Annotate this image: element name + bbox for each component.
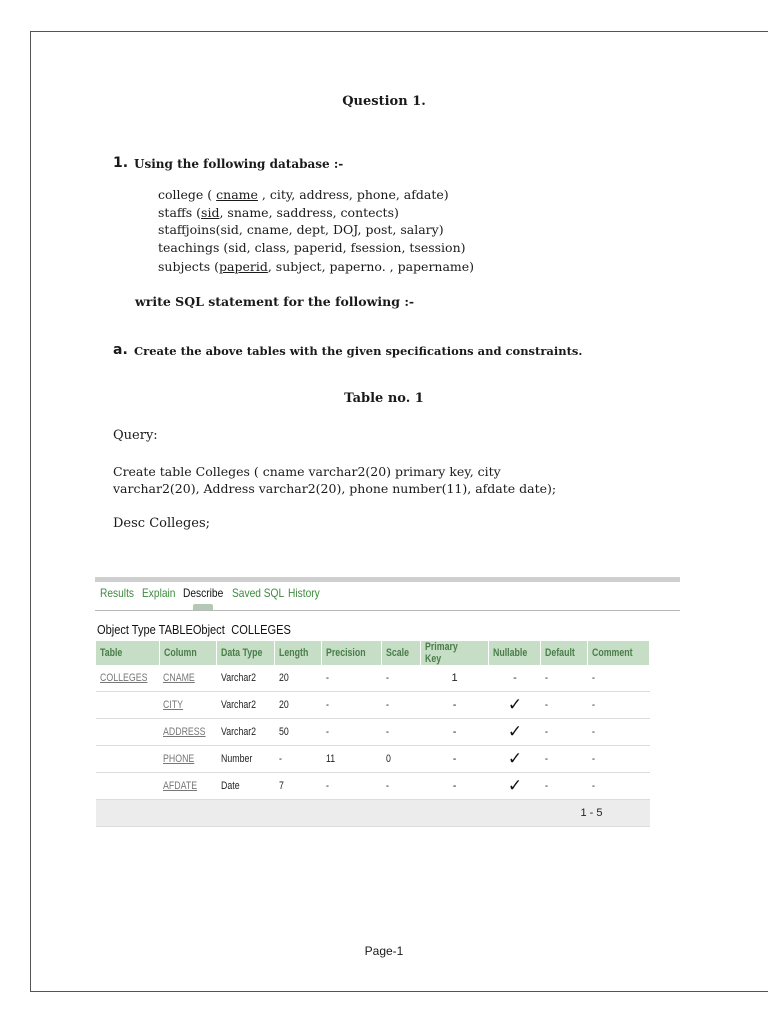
question-title: Question 1. bbox=[342, 94, 426, 109]
cell-comment bbox=[588, 719, 650, 746]
cell-comment bbox=[588, 773, 650, 800]
schema-text: college ( bbox=[158, 187, 217, 202]
header-label: Length bbox=[279, 647, 309, 659]
cell-value: 0 bbox=[385, 753, 391, 765]
cell-value: - bbox=[544, 672, 548, 684]
pagination-row bbox=[96, 800, 650, 827]
cell-value: - bbox=[513, 672, 517, 684]
cell-value: - bbox=[385, 726, 389, 738]
cell-length bbox=[275, 746, 322, 773]
cell-default bbox=[541, 692, 588, 719]
cell-value: - bbox=[591, 753, 595, 765]
table-link[interactable]: COLLEGES bbox=[100, 672, 148, 684]
cell-data-type bbox=[217, 665, 275, 692]
cell-nullable bbox=[489, 665, 541, 692]
cell-data-type bbox=[217, 773, 275, 800]
cell-precision bbox=[322, 746, 382, 773]
cell-comment bbox=[588, 692, 650, 719]
schema-text: subjects ( bbox=[158, 259, 220, 274]
schema-staffs bbox=[158, 205, 399, 220]
cell-column[interactable] bbox=[159, 692, 216, 719]
cell-scale bbox=[382, 746, 421, 773]
cell-table bbox=[96, 773, 159, 800]
cell-primary-key bbox=[420, 746, 489, 773]
schema-subjects bbox=[158, 259, 474, 274]
cell-primary-key bbox=[420, 773, 489, 800]
cell-table bbox=[96, 746, 159, 773]
table-number: Table no. 1 bbox=[344, 391, 424, 406]
cell-scale bbox=[382, 692, 421, 719]
active-tab-indicator bbox=[193, 604, 213, 610]
cell-data-type bbox=[217, 719, 275, 746]
cell-primary-key bbox=[420, 719, 489, 746]
cell-default bbox=[541, 773, 588, 800]
table-row bbox=[96, 692, 650, 719]
describe-table bbox=[96, 641, 650, 827]
cell-value: - bbox=[591, 699, 595, 711]
schema-key: sid bbox=[201, 205, 220, 220]
table-row bbox=[96, 665, 650, 692]
cell-nullable bbox=[489, 719, 541, 746]
query-text: Create table Colleges ( cname varchar2(20) primary key, city varchar2(20), Address varchar2(20), phone number(11), afdate date); bbox=[113, 464, 557, 496]
cell-length bbox=[275, 692, 322, 719]
tab-results[interactable]: Results bbox=[100, 586, 135, 600]
cell-precision bbox=[322, 719, 382, 746]
schema-key: paperid bbox=[219, 259, 268, 274]
page-border bbox=[30, 31, 768, 992]
pagination-cell bbox=[96, 800, 650, 827]
page-number: Page-1 bbox=[364, 944, 404, 958]
header-label: Primary Key bbox=[424, 641, 458, 665]
header-precision[interactable] bbox=[322, 641, 382, 665]
cell-value: - bbox=[385, 672, 389, 684]
cell-column[interactable] bbox=[159, 719, 216, 746]
cell-value: - bbox=[452, 753, 457, 765]
cell-scale bbox=[382, 773, 421, 800]
column-link[interactable]: CITY bbox=[163, 699, 184, 711]
cell-value: Number bbox=[220, 753, 252, 765]
cell-value: - bbox=[544, 753, 548, 765]
cell-value: 20 bbox=[278, 699, 289, 711]
cell-value: - bbox=[544, 780, 548, 792]
item-a-text: Create the above tables with the given specifications and constraints. bbox=[134, 344, 583, 358]
object-type-value: TABLE bbox=[158, 622, 193, 637]
cell-table bbox=[96, 719, 159, 746]
cell-value: - bbox=[544, 699, 548, 711]
cell-length bbox=[275, 773, 322, 800]
object-type-label: Object Type bbox=[97, 622, 156, 637]
cell-value: Varchar2 bbox=[220, 726, 256, 738]
instruction: write SQL statement for the following :- bbox=[135, 294, 415, 309]
schema-key: cname bbox=[216, 187, 258, 202]
cell-value: - bbox=[325, 699, 329, 711]
tab-history[interactable]: History bbox=[288, 586, 320, 600]
header-data-type[interactable] bbox=[217, 641, 275, 665]
item-1-text: Using the following database :- bbox=[134, 157, 344, 171]
table-row bbox=[96, 719, 650, 746]
cell-value: - bbox=[591, 672, 595, 684]
check-icon: ✓ bbox=[507, 776, 523, 795]
header-comment[interactable] bbox=[588, 641, 650, 665]
schema-college bbox=[158, 187, 449, 202]
schema-text: teachings (sid, class, paperid, fsession, tsession) bbox=[158, 240, 466, 255]
cell-value: 11 bbox=[325, 753, 335, 765]
cell-value: Varchar2 bbox=[220, 672, 256, 684]
cell-precision bbox=[322, 665, 382, 692]
cell-value: 7 bbox=[278, 780, 284, 792]
cell-primary-key bbox=[420, 692, 489, 719]
cell-column[interactable] bbox=[159, 746, 216, 773]
cell-value: Date bbox=[220, 780, 240, 792]
cell-value: - bbox=[452, 699, 457, 711]
item-a-letter: a. bbox=[113, 342, 128, 358]
tab-describe[interactable]: Describe bbox=[183, 586, 224, 600]
cell-comment bbox=[588, 746, 650, 773]
cell-value: - bbox=[452, 780, 457, 792]
header-label: Table bbox=[100, 647, 123, 659]
cell-value: 20 bbox=[278, 672, 289, 684]
schema-teachings bbox=[158, 240, 466, 255]
header-label: Nullable bbox=[493, 647, 528, 659]
header-column[interactable] bbox=[159, 641, 216, 665]
cell-default bbox=[541, 665, 588, 692]
header-label: Data Type bbox=[221, 647, 263, 659]
cell-scale bbox=[382, 719, 421, 746]
header-label: Column bbox=[163, 647, 197, 659]
header-table[interactable] bbox=[96, 641, 159, 665]
table-row bbox=[96, 746, 650, 773]
cell-value: - bbox=[325, 780, 329, 792]
cell-data-type bbox=[217, 746, 275, 773]
cell-nullable bbox=[489, 773, 541, 800]
cell-default bbox=[541, 746, 588, 773]
item-1-number: 1. bbox=[113, 155, 129, 171]
cell-nullable bbox=[489, 746, 541, 773]
schema-text: , sname, saddress, contects) bbox=[219, 205, 399, 220]
cell-value: - bbox=[385, 699, 389, 711]
header-length[interactable] bbox=[275, 641, 322, 665]
cell-value: - bbox=[591, 726, 595, 738]
header-scale[interactable] bbox=[382, 641, 421, 665]
cell-value: - bbox=[452, 726, 457, 738]
table-row bbox=[96, 773, 650, 800]
cell-value: Varchar2 bbox=[220, 699, 256, 711]
cell-value: 1 bbox=[451, 672, 458, 684]
cell-comment bbox=[588, 665, 650, 692]
cell-data-type bbox=[217, 692, 275, 719]
cell-value: - bbox=[385, 780, 389, 792]
tab-explain[interactable]: Explain bbox=[142, 586, 176, 600]
check-icon: ✓ bbox=[507, 722, 523, 741]
cell-value: - bbox=[325, 726, 329, 738]
object-info bbox=[97, 622, 291, 637]
schema-text: staffjoins(sid, cname, dept, DOJ, post, salary) bbox=[158, 222, 444, 237]
column-link[interactable]: PHONE bbox=[163, 753, 195, 765]
cell-scale bbox=[382, 665, 421, 692]
header-label: Scale bbox=[386, 647, 409, 659]
cell-precision bbox=[322, 692, 382, 719]
column-link[interactable]: AFDATE bbox=[163, 780, 198, 792]
cell-length bbox=[275, 719, 322, 746]
header-primary-key[interactable] bbox=[420, 641, 489, 665]
cell-table[interactable] bbox=[96, 665, 159, 692]
schema-text: , city, address, phone, afdate) bbox=[257, 187, 449, 202]
check-icon: ✓ bbox=[507, 695, 523, 714]
schema-staffjoins bbox=[158, 222, 444, 237]
cell-primary-key bbox=[420, 665, 489, 692]
schema-text: , subject, paperno. , papername) bbox=[267, 259, 475, 274]
desc-statement: Desc Colleges; bbox=[113, 516, 211, 531]
cell-column[interactable] bbox=[159, 773, 216, 800]
header-default[interactable] bbox=[541, 641, 588, 665]
cell-table bbox=[96, 692, 159, 719]
check-icon: ✓ bbox=[507, 749, 523, 768]
column-link[interactable]: CNAME bbox=[163, 672, 196, 684]
column-link[interactable]: ADDRESS bbox=[163, 726, 206, 738]
cell-length bbox=[275, 665, 322, 692]
schema-text: staffs ( bbox=[158, 205, 202, 220]
tab-saved-sql[interactable]: Saved SQL bbox=[232, 586, 285, 600]
object-value: COLLEGES bbox=[231, 622, 291, 637]
header-label: Default bbox=[545, 647, 576, 659]
header-label: Precision bbox=[326, 647, 366, 659]
cell-value: - bbox=[278, 753, 282, 765]
cell-nullable bbox=[489, 692, 541, 719]
row-range: 1 - 5 bbox=[580, 807, 603, 819]
cell-value: - bbox=[544, 726, 548, 738]
cell-default bbox=[541, 719, 588, 746]
panel-tabs bbox=[95, 582, 680, 611]
cell-precision bbox=[322, 773, 382, 800]
header-nullable[interactable] bbox=[489, 641, 541, 665]
header-label: Comment bbox=[592, 647, 633, 659]
cell-column[interactable] bbox=[159, 665, 216, 692]
cell-value: - bbox=[325, 672, 329, 684]
cell-value: 50 bbox=[278, 726, 289, 738]
object-label: Object bbox=[192, 622, 225, 637]
cell-value: - bbox=[591, 780, 595, 792]
query-label: Query: bbox=[113, 428, 158, 443]
table-header-row bbox=[96, 641, 650, 665]
